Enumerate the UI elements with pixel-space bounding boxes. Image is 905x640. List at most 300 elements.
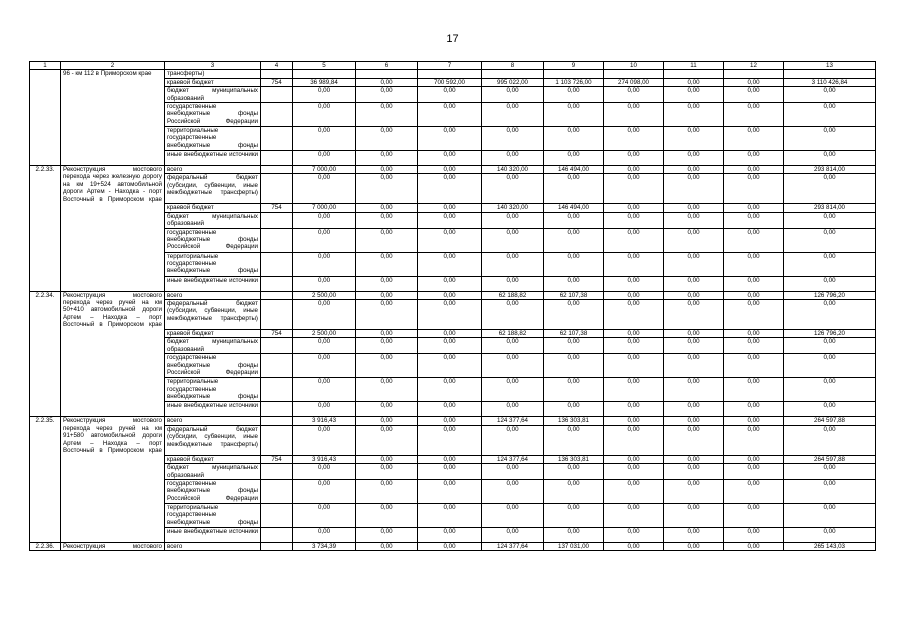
value-cell: 0,00	[664, 338, 724, 354]
value-cell: 0,00	[724, 338, 784, 354]
value-cell: 0,00	[604, 103, 664, 127]
value-cell: 0,00	[544, 300, 604, 330]
source-label: федеральный бюджет (субсидии, субвенции, иные межбюджетные трансферты)	[165, 425, 261, 455]
value-cell: 124 377,64	[482, 542, 544, 550]
value-cell: 0,00	[604, 151, 664, 166]
value-cell: 0,00	[784, 300, 876, 330]
value-cell: 0,00	[604, 354, 664, 378]
value-cell: 0,00	[418, 228, 482, 252]
header-row	[30, 62, 876, 70]
table-row	[30, 70, 876, 78]
source-label: государственные внебюджетные фонды Российской Федерации	[165, 228, 261, 252]
value-cell: 62 107,38	[544, 291, 604, 299]
source-label: краевой бюджет	[165, 455, 261, 463]
value-cell: 0,00	[724, 330, 784, 338]
value-cell: 0,00	[544, 103, 604, 127]
value-cell: 0,00	[724, 276, 784, 291]
value-cell: 0,00	[418, 527, 482, 542]
value-cell: 0,00	[544, 479, 604, 503]
value-cell: 140 320,00	[482, 166, 544, 174]
item-number: 2.2.33.	[30, 166, 61, 292]
item-name: Реконструкция мостового перехода через ручей на км 50+410 автомобильной дороги Артем – Находка – порт Восточный в Приморском крае	[61, 291, 165, 417]
value-cell	[784, 70, 876, 78]
value-cell: 0,00	[604, 378, 664, 402]
value-cell: 0,00	[356, 300, 418, 330]
value-cell: 0,00	[544, 464, 604, 480]
value-cell: 0,00	[724, 378, 784, 402]
source-label: всего	[165, 166, 261, 174]
source-label: государственные внебюджетные фонды Российской Федерации	[165, 103, 261, 127]
value-cell: 0,00	[664, 252, 724, 276]
source-label: бюджет муниципальных образований	[165, 212, 261, 228]
value-cell: 264 597,88	[784, 455, 876, 463]
value-cell: 0,00	[544, 527, 604, 542]
value-cell: 0,00	[482, 103, 544, 127]
value-cell: 0,00	[482, 378, 544, 402]
value-cell: 0,00	[784, 354, 876, 378]
code-cell	[261, 542, 293, 550]
value-cell: 0,00	[604, 464, 664, 480]
value-cell: 0,00	[356, 378, 418, 402]
source-label: территориальные государственные внебюджетные фонды	[165, 127, 261, 151]
value-cell: 0,00	[482, 300, 544, 330]
value-cell: 0,00	[356, 542, 418, 550]
value-cell: 0,00	[544, 276, 604, 291]
value-cell: 0,00	[293, 354, 356, 378]
value-cell: 0,00	[604, 527, 664, 542]
value-cell: 0,00	[418, 87, 482, 103]
value-cell: 0,00	[482, 174, 544, 204]
code-cell	[261, 103, 293, 127]
value-cell: 0,00	[418, 455, 482, 463]
code-cell: 754	[261, 455, 293, 463]
value-cell: 0,00	[544, 252, 604, 276]
value-cell: 0,00	[482, 354, 544, 378]
value-cell: 0,00	[482, 503, 544, 527]
source-label: трансферты)	[165, 70, 261, 78]
value-cell: 0,00	[604, 300, 664, 330]
item-number	[30, 70, 61, 166]
value-cell: 0,00	[482, 338, 544, 354]
value-cell: 0,00	[293, 127, 356, 151]
value-cell: 0,00	[544, 338, 604, 354]
code-cell	[261, 464, 293, 480]
value-cell: 0,00	[604, 417, 664, 425]
value-cell: 0,00	[784, 276, 876, 291]
value-cell: 62 107,38	[544, 330, 604, 338]
value-cell: 0,00	[604, 252, 664, 276]
table-body	[30, 62, 876, 551]
header-cell: 1	[30, 62, 61, 70]
value-cell: 0,00	[664, 127, 724, 151]
source-label: бюджет муниципальных образований	[165, 87, 261, 103]
value-cell: 0,00	[418, 542, 482, 550]
value-cell: 0,00	[664, 291, 724, 299]
value-cell: 0,00	[604, 228, 664, 252]
value-cell: 0,00	[293, 252, 356, 276]
value-cell: 7 000,00	[293, 204, 356, 212]
value-cell: 0,00	[604, 204, 664, 212]
value-cell: 0,00	[724, 479, 784, 503]
source-label: иные внебюджетные источники	[165, 151, 261, 166]
value-cell: 0,00	[482, 87, 544, 103]
value-cell: 0,00	[664, 276, 724, 291]
item-name: Реконструкция мостового перехода через ручей на км 91+580 автомобильной дороги Артем – Находка – порт Восточный в Приморском крае	[61, 417, 165, 543]
value-cell: 0,00	[724, 455, 784, 463]
budget-table	[29, 61, 876, 551]
value-cell: 1 103 726,00	[544, 78, 604, 86]
value-cell: 0,00	[356, 417, 418, 425]
header-cell: 4	[261, 62, 293, 70]
value-cell: 0,00	[604, 291, 664, 299]
value-cell: 0,00	[356, 174, 418, 204]
value-cell: 0,00	[544, 174, 604, 204]
value-cell: 136 303,81	[544, 417, 604, 425]
value-cell: 0,00	[544, 212, 604, 228]
value-cell: 0,00	[724, 78, 784, 86]
value-cell: 264 597,88	[784, 417, 876, 425]
value-cell: 0,00	[293, 151, 356, 166]
value-cell: 0,00	[664, 354, 724, 378]
value-cell: 293 814,00	[784, 204, 876, 212]
value-cell: 0,00	[664, 166, 724, 174]
value-cell: 0,00	[356, 338, 418, 354]
value-cell: 0,00	[784, 87, 876, 103]
value-cell: 0,00	[418, 204, 482, 212]
value-cell: 137 031,00	[544, 542, 604, 550]
code-cell: 754	[261, 204, 293, 212]
source-label: краевой бюджет	[165, 78, 261, 86]
header-cell: 7	[418, 62, 482, 70]
value-cell: 0,00	[418, 291, 482, 299]
value-cell: 274 098,00	[604, 78, 664, 86]
value-cell: 0,00	[724, 127, 784, 151]
item-number: 2.2.35.	[30, 417, 61, 543]
value-cell: 0,00	[664, 425, 724, 455]
value-cell: 0,00	[664, 228, 724, 252]
value-cell: 3 916,43	[293, 455, 356, 463]
value-cell: 0,00	[664, 204, 724, 212]
value-cell: 0,00	[356, 479, 418, 503]
header-cell: 10	[604, 62, 664, 70]
value-cell: 0,00	[724, 252, 784, 276]
value-cell: 0,00	[356, 402, 418, 417]
code-cell	[261, 338, 293, 354]
header-cell: 13	[784, 62, 876, 70]
value-cell: 3 734,39	[293, 542, 356, 550]
value-cell: 0,00	[293, 228, 356, 252]
value-cell: 0,00	[664, 455, 724, 463]
item-number: 2.2.36.	[30, 542, 61, 550]
value-cell: 3 916,43	[293, 417, 356, 425]
value-cell: 0,00	[356, 78, 418, 86]
value-cell: 0,00	[724, 166, 784, 174]
source-label: всего	[165, 291, 261, 299]
value-cell: 0,00	[482, 151, 544, 166]
value-cell: 0,00	[293, 479, 356, 503]
value-cell: 0,00	[664, 503, 724, 527]
value-cell: 0,00	[544, 503, 604, 527]
value-cell: 0,00	[664, 151, 724, 166]
value-cell: 700 592,00	[418, 78, 482, 86]
code-cell: 754	[261, 330, 293, 338]
value-cell: 0,00	[356, 103, 418, 127]
value-cell: 0,00	[604, 330, 664, 338]
table-row	[30, 417, 876, 425]
value-cell: 0,00	[293, 378, 356, 402]
value-cell: 0,00	[418, 166, 482, 174]
value-cell: 3 110 426,84	[784, 78, 876, 86]
value-cell: 7 000,00	[293, 166, 356, 174]
value-cell: 0,00	[418, 402, 482, 417]
code-cell	[261, 417, 293, 425]
value-cell: 2 500,00	[293, 330, 356, 338]
code-cell	[261, 151, 293, 166]
source-label: территориальные государственные внебюджетные фонды	[165, 503, 261, 527]
value-cell	[293, 70, 356, 78]
value-cell: 0,00	[293, 212, 356, 228]
value-cell: 0,00	[418, 425, 482, 455]
value-cell: 0,00	[544, 127, 604, 151]
value-cell: 0,00	[724, 300, 784, 330]
code-cell	[261, 166, 293, 174]
value-cell: 0,00	[293, 300, 356, 330]
value-cell: 0,00	[724, 402, 784, 417]
code-cell	[261, 527, 293, 542]
value-cell: 0,00	[724, 204, 784, 212]
source-label: государственные внебюджетные фонды Российской Федерации	[165, 354, 261, 378]
value-cell: 0,00	[544, 151, 604, 166]
source-label: краевой бюджет	[165, 204, 261, 212]
header-cell: 3	[165, 62, 261, 70]
value-cell	[482, 70, 544, 78]
value-cell: 0,00	[544, 87, 604, 103]
header-cell: 9	[544, 62, 604, 70]
value-cell: 0,00	[293, 503, 356, 527]
value-cell: 0,00	[604, 425, 664, 455]
value-cell: 0,00	[784, 212, 876, 228]
item-name: 96 - км 112 в Приморском крае	[61, 70, 165, 166]
value-cell: 0,00	[604, 276, 664, 291]
value-cell: 0,00	[784, 464, 876, 480]
value-cell: 0,00	[356, 455, 418, 463]
value-cell: 0,00	[724, 354, 784, 378]
code-cell	[261, 354, 293, 378]
code-cell	[261, 503, 293, 527]
code-cell	[261, 212, 293, 228]
table-row	[30, 166, 876, 174]
value-cell: 0,00	[784, 338, 876, 354]
table-row	[30, 542, 876, 550]
value-cell: 0,00	[724, 542, 784, 550]
value-cell: 0,00	[604, 542, 664, 550]
value-cell: 0,00	[604, 127, 664, 151]
value-cell: 0,00	[784, 402, 876, 417]
value-cell: 0,00	[356, 330, 418, 338]
value-cell: 126 796,20	[784, 291, 876, 299]
value-cell	[664, 70, 724, 78]
value-cell: 0,00	[724, 291, 784, 299]
value-cell: 0,00	[784, 527, 876, 542]
value-cell: 0,00	[482, 212, 544, 228]
value-cell: 0,00	[418, 276, 482, 291]
value-cell	[356, 70, 418, 78]
value-cell: 0,00	[724, 503, 784, 527]
value-cell: 0,00	[356, 212, 418, 228]
value-cell: 0,00	[664, 300, 724, 330]
value-cell: 0,00	[664, 87, 724, 103]
value-cell: 0,00	[724, 212, 784, 228]
value-cell: 0,00	[784, 127, 876, 151]
value-cell: 0,00	[784, 228, 876, 252]
value-cell: 0,00	[544, 228, 604, 252]
value-cell: 0,00	[356, 425, 418, 455]
value-cell: 0,00	[418, 252, 482, 276]
value-cell: 0,00	[664, 330, 724, 338]
value-cell: 0,00	[293, 527, 356, 542]
value-cell: 0,00	[293, 87, 356, 103]
value-cell: 0,00	[418, 479, 482, 503]
value-cell: 0,00	[482, 425, 544, 455]
value-cell: 0,00	[356, 166, 418, 174]
value-cell: 0,00	[784, 151, 876, 166]
source-label: иные внебюджетные источники	[165, 276, 261, 291]
value-cell: 146 494,00	[544, 166, 604, 174]
source-label: иные внебюджетные источники	[165, 527, 261, 542]
code-cell	[261, 378, 293, 402]
item-name: Реконструкция мостового перехода через железную дорогу на км 19+524 автомобильной дороги Артем - Находка - порт Восточный в Приморском крае	[61, 166, 165, 292]
value-cell: 0,00	[293, 402, 356, 417]
page-number: 17	[446, 33, 459, 45]
code-cell	[261, 70, 293, 78]
table-row	[30, 291, 876, 299]
value-cell: 0,00	[356, 276, 418, 291]
value-cell: 62 188,82	[482, 291, 544, 299]
item-number: 2.2.34.	[30, 291, 61, 417]
code-cell	[261, 228, 293, 252]
code-cell	[261, 252, 293, 276]
value-cell: 0,00	[356, 151, 418, 166]
value-cell: 0,00	[664, 378, 724, 402]
code-cell	[261, 402, 293, 417]
value-cell: 36 989,84	[293, 78, 356, 86]
value-cell: 0,00	[604, 338, 664, 354]
value-cell: 140 320,00	[482, 204, 544, 212]
value-cell: 0,00	[664, 103, 724, 127]
value-cell: 0,00	[356, 204, 418, 212]
value-cell: 0,00	[482, 127, 544, 151]
value-cell: 0,00	[418, 378, 482, 402]
value-cell: 0,00	[664, 542, 724, 550]
value-cell: 124 377,64	[482, 455, 544, 463]
value-cell: 0,00	[724, 87, 784, 103]
source-label: краевой бюджет	[165, 330, 261, 338]
value-cell: 0,00	[482, 228, 544, 252]
value-cell	[418, 70, 482, 78]
value-cell: 0,00	[604, 174, 664, 204]
code-cell: 754	[261, 78, 293, 86]
value-cell: 0,00	[784, 378, 876, 402]
code-cell	[261, 479, 293, 503]
source-label: бюджет муниципальных образований	[165, 338, 261, 354]
value-cell: 0,00	[664, 78, 724, 86]
value-cell: 0,00	[664, 527, 724, 542]
value-cell: 0,00	[482, 402, 544, 417]
item-name: Реконструкция мостового	[61, 542, 165, 550]
value-cell: 0,00	[482, 464, 544, 480]
source-label: всего	[165, 417, 261, 425]
value-cell: 0,00	[293, 464, 356, 480]
value-cell: 0,00	[784, 103, 876, 127]
value-cell: 0,00	[604, 455, 664, 463]
value-cell: 0,00	[418, 464, 482, 480]
code-cell	[261, 276, 293, 291]
value-cell: 0,00	[418, 417, 482, 425]
value-cell: 0,00	[356, 291, 418, 299]
value-cell: 0,00	[418, 338, 482, 354]
value-cell: 0,00	[418, 174, 482, 204]
value-cell: 0,00	[418, 151, 482, 166]
value-cell: 0,00	[784, 479, 876, 503]
value-cell: 0,00	[664, 402, 724, 417]
code-cell	[261, 300, 293, 330]
value-cell: 146 494,00	[544, 204, 604, 212]
value-cell: 0,00	[784, 425, 876, 455]
value-cell: 0,00	[356, 127, 418, 151]
value-cell: 0,00	[544, 378, 604, 402]
value-cell: 0,00	[784, 503, 876, 527]
value-cell: 0,00	[293, 338, 356, 354]
value-cell: 0,00	[356, 228, 418, 252]
value-cell: 124 377,64	[482, 417, 544, 425]
value-cell: 0,00	[418, 330, 482, 338]
value-cell: 0,00	[724, 151, 784, 166]
value-cell: 0,00	[664, 417, 724, 425]
value-cell: 0,00	[482, 527, 544, 542]
source-label: государственные внебюджетные фонды Российской Федерации	[165, 479, 261, 503]
value-cell: 0,00	[356, 252, 418, 276]
value-cell: 2 500,00	[293, 291, 356, 299]
value-cell	[604, 70, 664, 78]
value-cell: 0,00	[418, 300, 482, 330]
value-cell: 0,00	[418, 103, 482, 127]
value-cell: 0,00	[784, 174, 876, 204]
value-cell: 0,00	[724, 174, 784, 204]
value-cell: 0,00	[293, 174, 356, 204]
value-cell: 0,00	[293, 103, 356, 127]
value-cell: 0,00	[784, 252, 876, 276]
code-cell	[261, 127, 293, 151]
value-cell: 0,00	[544, 354, 604, 378]
value-cell: 0,00	[724, 103, 784, 127]
value-cell: 0,00	[356, 503, 418, 527]
value-cell: 0,00	[418, 354, 482, 378]
value-cell: 0,00	[418, 503, 482, 527]
source-label: территориальные государственные внебюджетные фонды	[165, 378, 261, 402]
value-cell: 0,00	[724, 464, 784, 480]
value-cell: 62 188,82	[482, 330, 544, 338]
value-cell	[544, 70, 604, 78]
value-cell: 0,00	[482, 252, 544, 276]
value-cell: 136 303,81	[544, 455, 604, 463]
header-cell: 12	[724, 62, 784, 70]
value-cell: 265 143,03	[784, 542, 876, 550]
value-cell: 0,00	[724, 228, 784, 252]
value-cell: 0,00	[356, 464, 418, 480]
value-cell: 0,00	[604, 87, 664, 103]
value-cell: 126 796,20	[784, 330, 876, 338]
value-cell: 0,00	[664, 479, 724, 503]
